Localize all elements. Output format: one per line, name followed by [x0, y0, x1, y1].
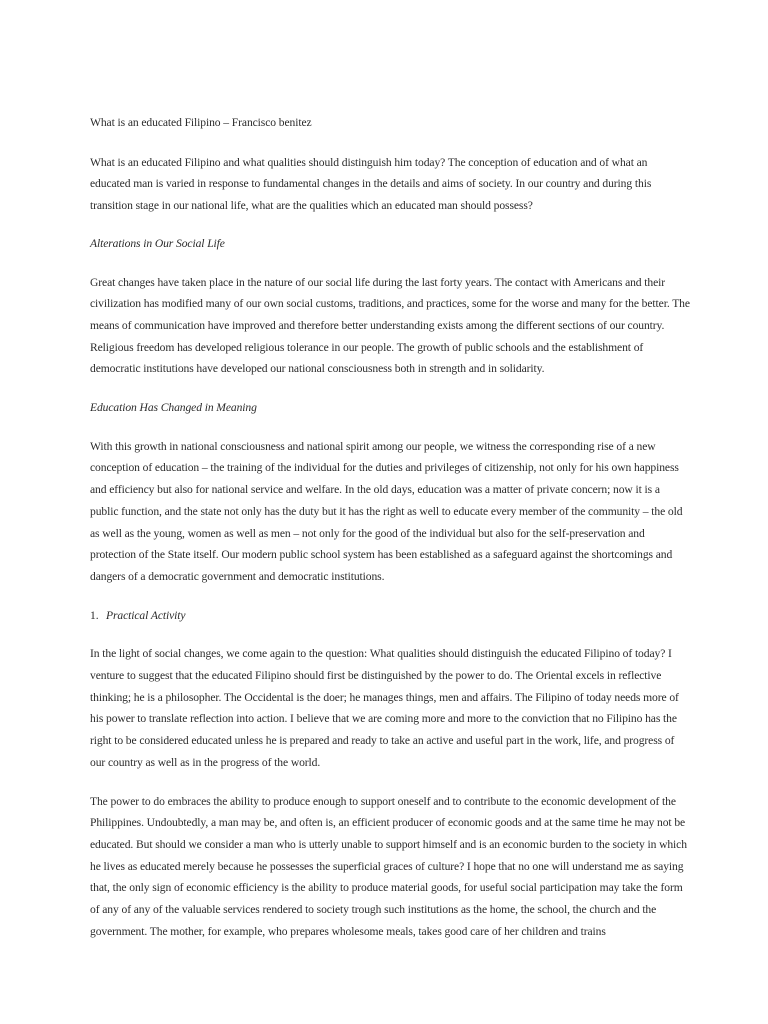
intro-paragraph: What is an educated Filipino and what qualities should distinguish him today? The conception of education and of what an educated man is varied in response to fundamental changes in the details and aims of society. In our country and during this transition stage in our national life, what are the qualities which an educated man should possess?: [90, 155, 652, 213]
section-paragraph-practical-activity-2: The power to do embraces the ability to produce enough to support oneself and to contribute to the economic development of the Philippines. Undoubtedly, a man may be, and often is, an efficient producer of economic goods and at the same time he may not be educated. But should we consider a man who is utterly unable to support himself and is an economic burden to the society in which he lives as educated merely because he possesses the superficial graces of culture? I hope that no one will understand me as saying that, the only sign of economic efficiency is the ability to produce material goods, for useful social participation may take the form of any of any of the valuable services rendered to society trough such institutions as the home, the school, the church and the government. The mother, for example, who prepares wholesome meals, takes good care of her children and trains: [90, 794, 687, 938]
section-heading-text: Practical Activity: [106, 608, 186, 622]
section-heading-education-meaning: Education Has Changed in Meaning: [90, 401, 257, 415]
section-number: 1.: [90, 608, 99, 622]
section-paragraph-practical-activity-1: In the light of social changes, we come again to the question: What qualities should distinguish the educated Filipino of today? I venture to suggest that the educated Filipino should first be distinguished by the power to do. The Oriental excels in reflective thinking; he is a philosopher. The Occidental is the doer; he manages things, men and affairs. The Filipino of today needs more of his power to translate reflection into action. I believe that we are coming more and more to the conviction that no Filipino has the right to be considered educated unless he is prepared and ready to take an active and useful part in the work, life, and progress of our country as well as in the progress of the world.: [90, 647, 679, 769]
section-heading-social-life: Alterations in Our Social Life: [90, 236, 225, 250]
document-title: What is an educated Filipino – Francisco benitez: [90, 116, 312, 129]
section-heading-practical-activity: [90, 605, 690, 627]
document-body: [90, 112, 690, 960]
section-paragraph-education-meaning: With this growth in national consciousness and national spirit among our people, we witness the corresponding rise of a new conception of education – the training of the individual for the duties and privileges of citizenship, not only for his own happiness and efficiency but also for national service and welfare. In the old days, education was a matter of private concern; now it is a public function, and the state not only has the duty but it has the right as well to educate every member of the community – the old as well as the young, women as well as men – not only for the good of the individual but also for the self-preservation and protection of the State itself. Our modern public school system has been established as a safeguard against the shortcomings and dangers of a democratic government and democratic institutions.: [90, 439, 683, 583]
section-paragraph-social-life: Great changes have taken place in the nature of our social life during the last forty years. The contact with Americans and their civilization has modified many of our own social customs, traditions, and practices, some for the worse and many for the better. The means of communication have improved and therefore better understanding exists among the different sections of our country. Religious freedom has developed religious tolerance in our people. The growth of public schools and the establishment of democratic institutions have developed our national consciousness both in strength and in solidarity.: [90, 275, 690, 376]
